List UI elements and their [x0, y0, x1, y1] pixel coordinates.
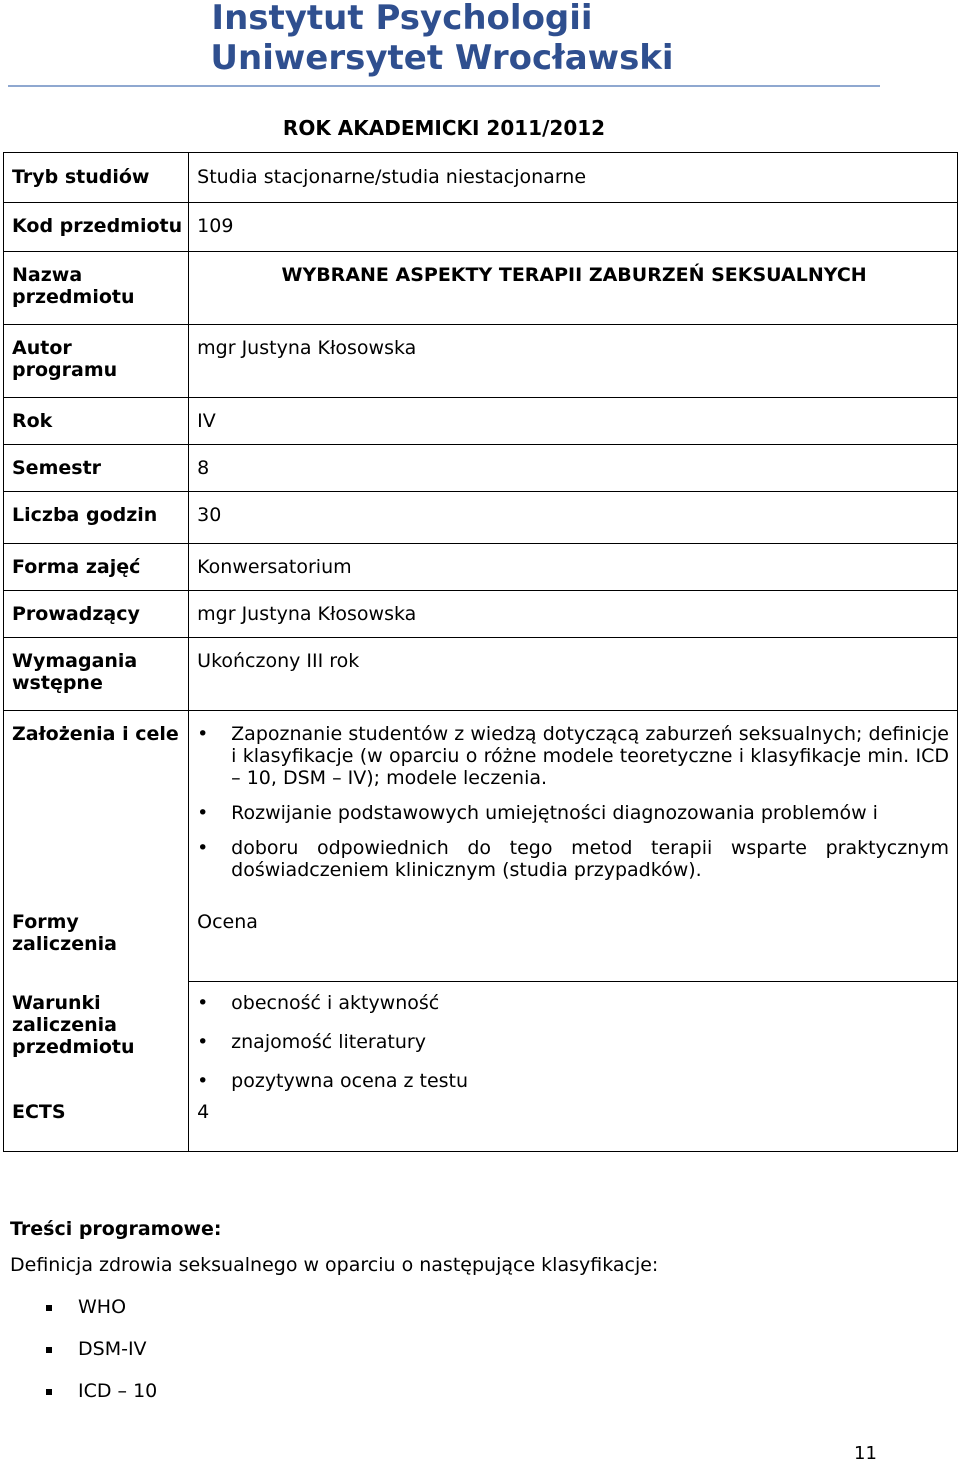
- list-item: • pozytywna ocena z testu: [197, 1070, 951, 1092]
- warunki-label: Warunki zaliczenia przedmiotu: [4, 982, 189, 1099]
- header-rule: [8, 85, 880, 87]
- list-item: • znajomość literatury: [197, 1031, 951, 1070]
- classification-list: [10, 1296, 950, 1422]
- kod-value: 109: [189, 203, 958, 252]
- rok-label: Rok: [4, 398, 189, 445]
- wymagania-value: Ukończony III rok: [189, 638, 958, 711]
- table-row: [4, 203, 958, 252]
- wymagania-label: Wymagania wstępne: [4, 638, 189, 711]
- goals-list: [197, 723, 949, 881]
- table-row: [4, 492, 958, 544]
- list-item: • obecność i aktywność: [197, 992, 951, 1031]
- formy-label: Formy zaliczenia: [4, 909, 189, 982]
- prowadzacy-value: mgr Justyna Kłosowska: [189, 591, 958, 638]
- table-row: [4, 153, 958, 203]
- zalozenia-label: Założenia i cele: [4, 711, 189, 909]
- list-item: DSM-IV: [10, 1338, 950, 1380]
- institute-name: Instytut Psychologii: [211, 0, 593, 38]
- content-heading: Treści programowe:: [10, 1218, 222, 1240]
- requirements-list: [197, 992, 951, 1092]
- ects-value: 4: [189, 1099, 958, 1152]
- page-number: 11: [854, 1443, 877, 1464]
- autor-label: Autor programu: [4, 325, 189, 398]
- kod-label: Kod przedmiotu: [4, 203, 189, 252]
- content-intro: Definicja zdrowia seksualnego w oparciu o następujące klasyfikacje:: [10, 1254, 659, 1276]
- nazwa-label: Nazwa przedmiotu: [4, 252, 189, 325]
- list-item: • Zapoznanie studentów z wiedzą dotyczącą zaburzeń seksualnych; definicje i klasyfikacje (w oparciu o różne modele teoretyczne i klasyfikacje min. ICD – 10, DSM – IV); modele leczenia.: [197, 723, 949, 789]
- semestr-value: 8: [189, 445, 958, 492]
- prowadzacy-label: Prowadzący: [4, 591, 189, 638]
- table-row: [4, 711, 958, 909]
- university-name: Uniwersytet Wrocławski: [210, 38, 674, 78]
- table-row: [4, 252, 958, 325]
- table-row: [4, 638, 958, 711]
- rok-value: IV: [189, 398, 958, 445]
- formy-value: Ocena: [189, 909, 958, 982]
- nazwa-value: WYBRANE ASPEKTY TERAPII ZABURZEŃ SEKSUALNYCH: [189, 252, 958, 325]
- godziny-label: Liczba godzin: [4, 492, 189, 544]
- table-row: [4, 325, 958, 398]
- table-row: [4, 398, 958, 445]
- table-row: [4, 544, 958, 591]
- zalozenia-value: [189, 711, 958, 909]
- list-item: • Rozwijanie podstawowych umiejętności diagnozowania problemów i: [197, 802, 949, 824]
- ects-label: ECTS: [4, 1099, 189, 1152]
- program-content: [10, 1218, 950, 1422]
- course-info-table: [3, 152, 958, 1152]
- table-row: [4, 591, 958, 638]
- semestr-label: Semestr: [4, 445, 189, 492]
- table-row: [4, 982, 958, 1099]
- table-row: [4, 1099, 958, 1152]
- warunki-value: [189, 982, 958, 1099]
- godziny-value: 30: [189, 492, 958, 544]
- list-item: WHO: [10, 1296, 950, 1338]
- list-item: ICD – 10: [10, 1380, 950, 1422]
- tryb-label: Tryb studiów: [4, 153, 189, 203]
- list-item: • doboru odpowiednich do tego metod terapii wsparte praktycznym doświadczeniem klinicznym (studia przypadków).: [197, 837, 949, 881]
- table-row: [4, 909, 958, 982]
- autor-value: mgr Justyna Kłosowska: [189, 325, 958, 398]
- forma-label: Forma zajęć: [4, 544, 189, 591]
- forma-value: Konwersatorium: [189, 544, 958, 591]
- tryb-value: Studia stacjonarne/studia niestacjonarne: [189, 153, 958, 203]
- academic-year: ROK AKADEMICKI 2011/2012: [282, 116, 606, 140]
- table-row: [4, 445, 958, 492]
